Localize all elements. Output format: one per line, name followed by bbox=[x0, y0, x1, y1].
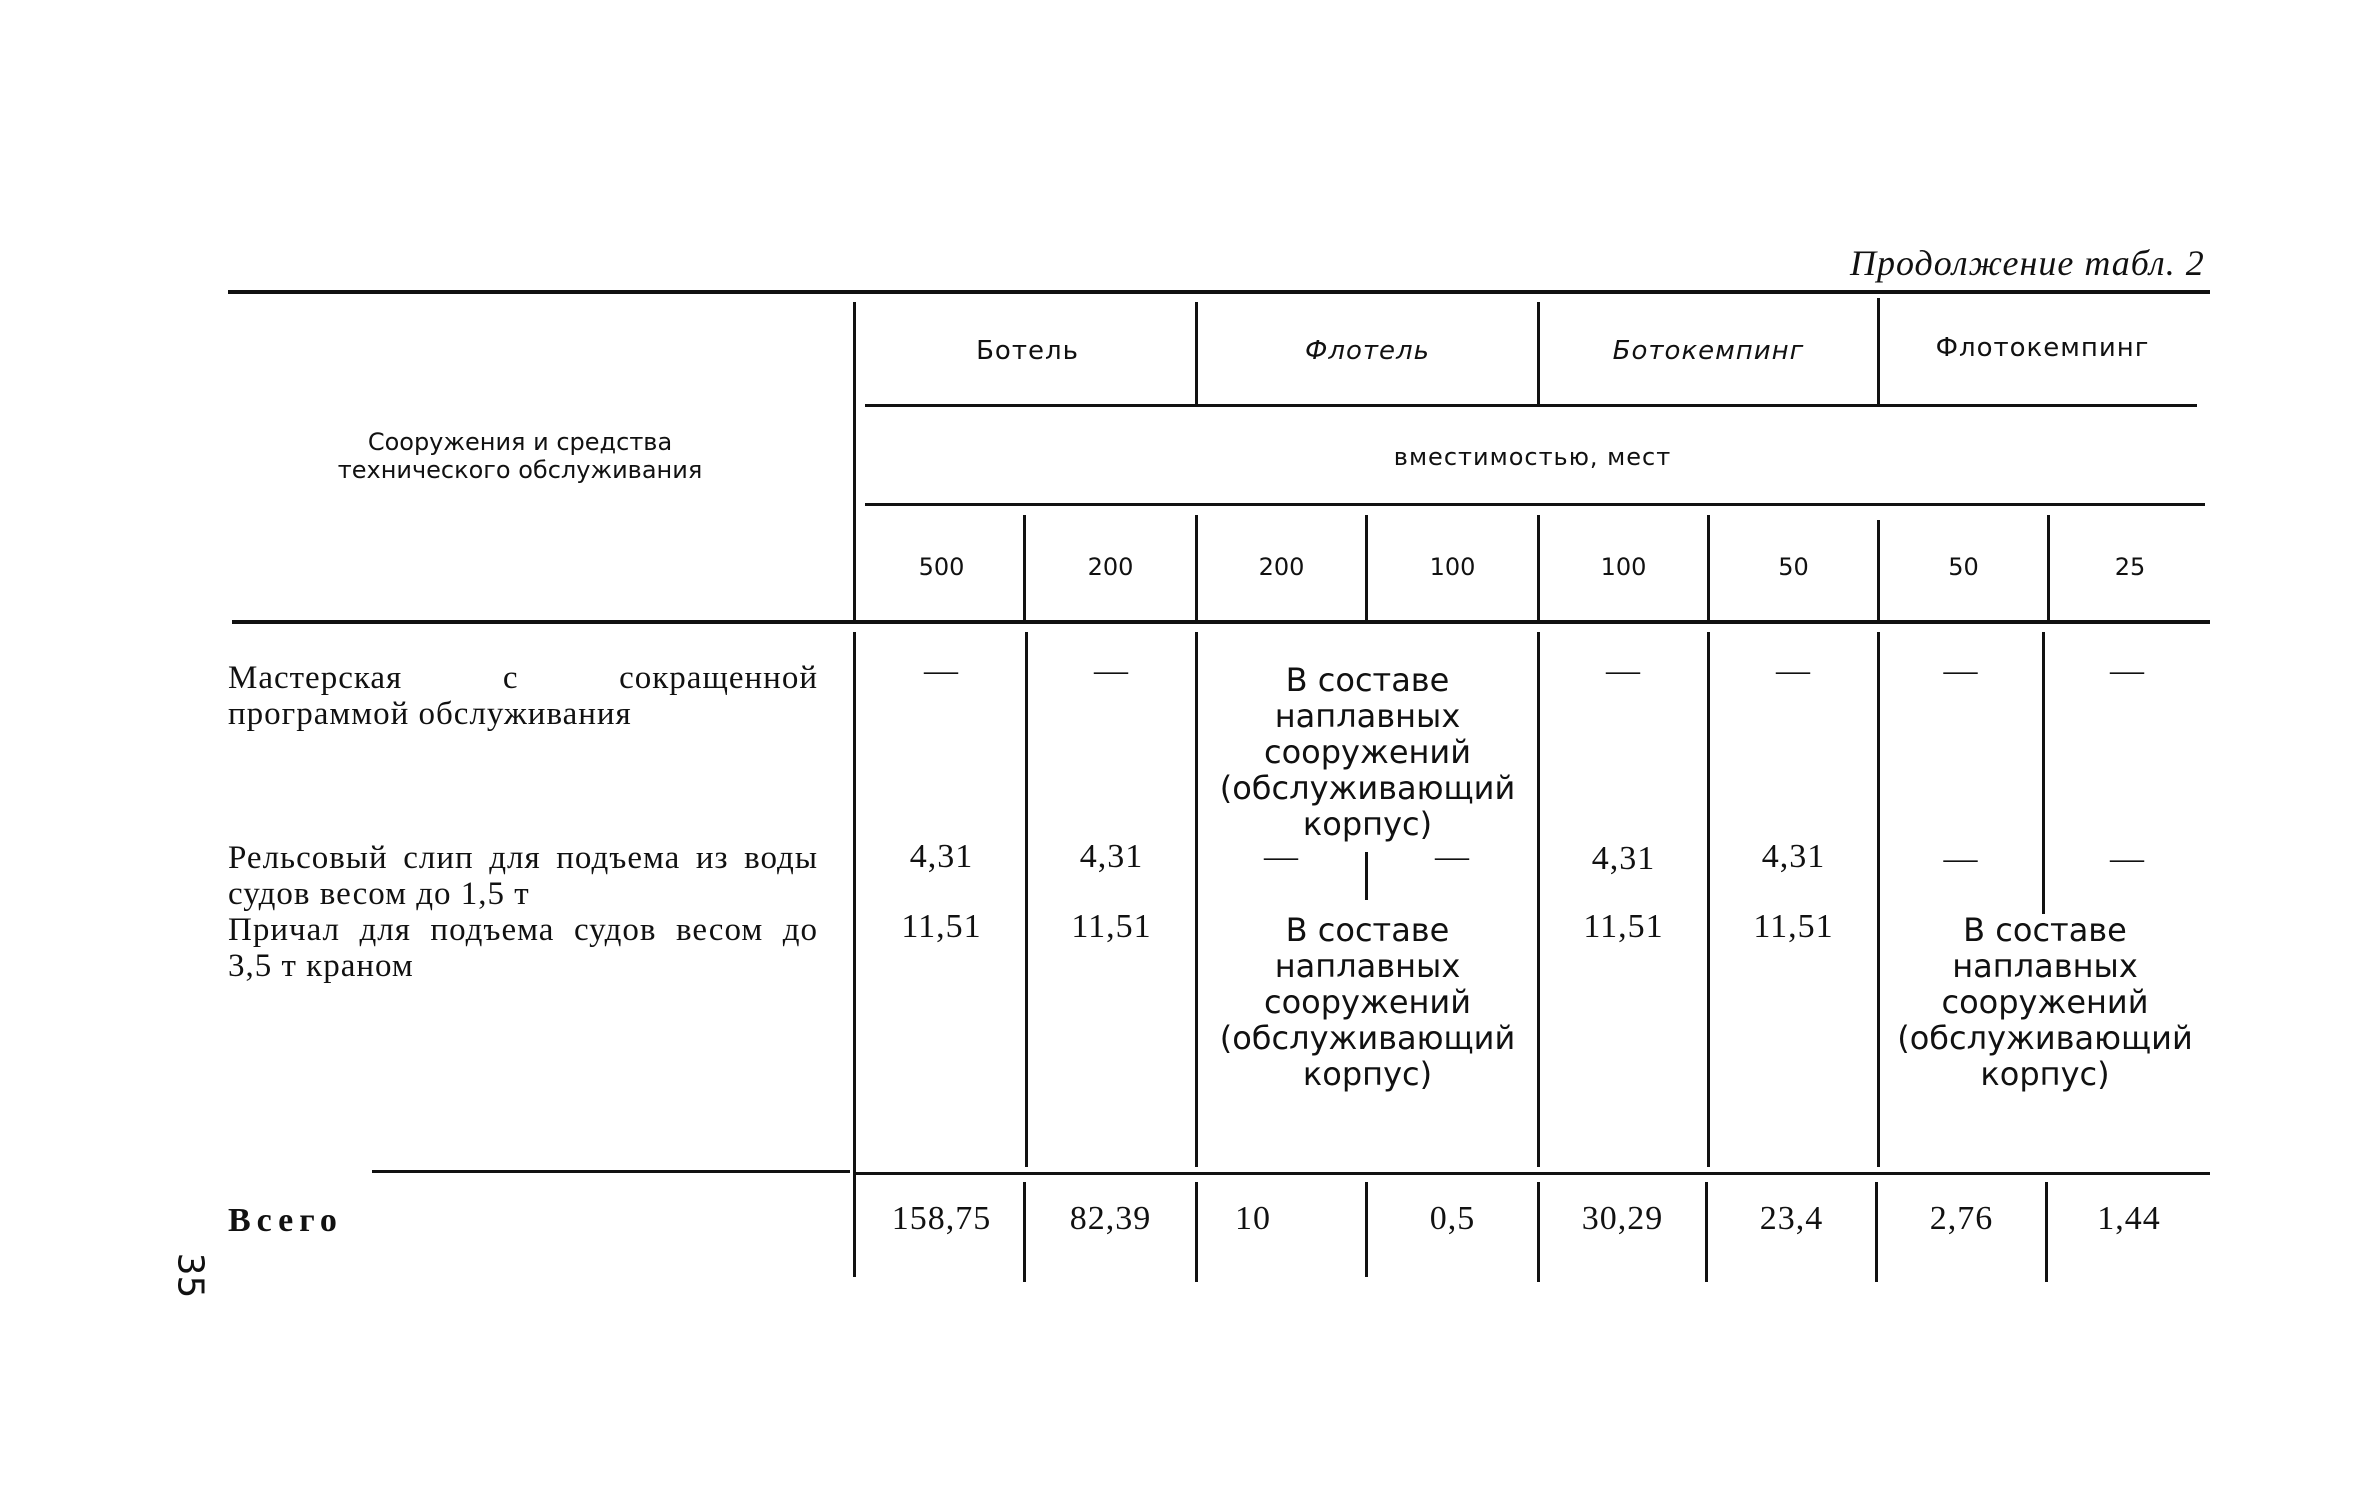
total-value: 82,39 bbox=[1069, 1200, 1152, 1237]
table-cell: — bbox=[1094, 652, 1129, 689]
table-cell: — bbox=[924, 652, 959, 689]
row-label-workshop: Мастерская с сокращенной программой обслуживания bbox=[228, 660, 818, 732]
capacity-value: 200 bbox=[1258, 553, 1305, 581]
table-cell: — bbox=[1606, 652, 1641, 689]
table-cell: — bbox=[1943, 652, 1979, 689]
table-cell: — bbox=[1943, 840, 1979, 877]
group-header-botocamping: Ботокемпинг bbox=[1612, 336, 1805, 366]
capacity-value: 25 bbox=[2114, 553, 2146, 581]
merged-note-line: наплавных bbox=[1274, 947, 1461, 985]
merged-note-line: В составе bbox=[1963, 911, 2127, 949]
capacity-header: вместимостью, мест bbox=[1393, 443, 1672, 471]
merged-note-line: сооружений bbox=[1941, 983, 2149, 1021]
total-value: 30,29 bbox=[1581, 1200, 1664, 1237]
stub-header-line: технического обслуживания bbox=[337, 456, 703, 484]
table-cell: 4,31 bbox=[1761, 838, 1826, 875]
merged-note-line: (обслуживающий bbox=[1219, 1019, 1516, 1057]
merged-note-line: (обслуживающий bbox=[1219, 769, 1516, 807]
table-cell: 11,51 bbox=[901, 908, 982, 945]
merged-note-flotocamping-berth bbox=[1880, 912, 2210, 1092]
capacity-value: 50 bbox=[1778, 553, 1809, 581]
stub-header-line: Сооружения и средства bbox=[367, 428, 673, 456]
table-cell: 4,31 bbox=[1079, 838, 1144, 875]
capacity-value: 50 bbox=[1948, 553, 1979, 581]
merged-note-line: корпус) bbox=[1980, 1055, 2110, 1093]
group-header-rule bbox=[865, 404, 2197, 407]
table-cell: 11,51 bbox=[1071, 908, 1152, 945]
total-rule-values bbox=[855, 1172, 2210, 1175]
capacity-header-rule bbox=[865, 503, 2205, 506]
merged-note-line: В составе bbox=[1285, 661, 1450, 699]
stub-divider-body bbox=[853, 632, 856, 1272]
capacity-value: 500 bbox=[918, 553, 965, 581]
table-cell: — bbox=[1435, 838, 1470, 875]
merged-note-line: (обслуживающий bbox=[1897, 1019, 2193, 1057]
table-cell: 11,51 bbox=[1583, 908, 1664, 945]
merged-note-flotel-workshop bbox=[1198, 662, 1537, 842]
group-header-botel: Ботель bbox=[976, 336, 1079, 366]
body-divider bbox=[1707, 632, 1710, 1167]
stub-header bbox=[270, 428, 770, 484]
body-divider bbox=[1025, 632, 1028, 1167]
table-top-rule bbox=[228, 290, 2210, 294]
group-header-flotel: Флотель bbox=[1305, 336, 1430, 366]
table-cell: — bbox=[2110, 652, 2145, 689]
row-label-slipway: Рельсовый слип для подъема из воды судов весом до 1,5 т bbox=[228, 840, 818, 912]
capacity-value: 200 bbox=[1087, 553, 1134, 581]
capacity-value: 100 bbox=[1600, 553, 1647, 581]
row-label-berth: Причал для подъема судов весом до 3,5 т краном bbox=[228, 912, 818, 984]
merged-note-line: наплавных bbox=[1274, 697, 1461, 735]
merged-note-line: наплавных bbox=[1952, 947, 2138, 985]
body-divider bbox=[1537, 632, 1540, 1167]
total-value: 2,76 bbox=[1929, 1200, 1994, 1237]
merged-note-line: В составе bbox=[1285, 911, 1450, 949]
merged-note-line: корпус) bbox=[1302, 1055, 1433, 1093]
merged-note-line: сооружений bbox=[1263, 733, 1472, 771]
table-caption: Продолжение табл. 2 bbox=[1850, 243, 2205, 283]
merged-note-line: сооружений bbox=[1263, 983, 1472, 1021]
table-cell: 4,31 bbox=[1591, 840, 1656, 877]
group-header-flotocamping: Флотокемпинг bbox=[1935, 333, 2150, 363]
total-value: 158,75 bbox=[891, 1200, 992, 1237]
table-cell: 11,51 bbox=[1753, 908, 1834, 945]
table-cell: — bbox=[1264, 838, 1299, 875]
total-value: 0,5 bbox=[1429, 1200, 1476, 1237]
page-number: 35 bbox=[169, 1252, 211, 1299]
header-bottom-rule bbox=[232, 620, 2210, 624]
merged-note-flotel-berth bbox=[1198, 912, 1537, 1092]
table-cell: — bbox=[1776, 652, 1811, 689]
total-value: 10 bbox=[1235, 1200, 1271, 1237]
capacity-value: 100 bbox=[1429, 553, 1476, 581]
stub-divider-header bbox=[853, 302, 856, 620]
total-divider bbox=[853, 1182, 856, 1277]
total-value: 23,4 bbox=[1759, 1200, 1824, 1237]
total-value: 1,44 bbox=[2097, 1200, 2161, 1237]
table-cell: — bbox=[2110, 840, 2145, 877]
total-label: Всего bbox=[228, 1202, 343, 1239]
table-cell: 4,31 bbox=[909, 838, 974, 875]
total-rule-stub bbox=[372, 1170, 850, 1173]
merged-note-line: корпус) bbox=[1302, 805, 1433, 843]
